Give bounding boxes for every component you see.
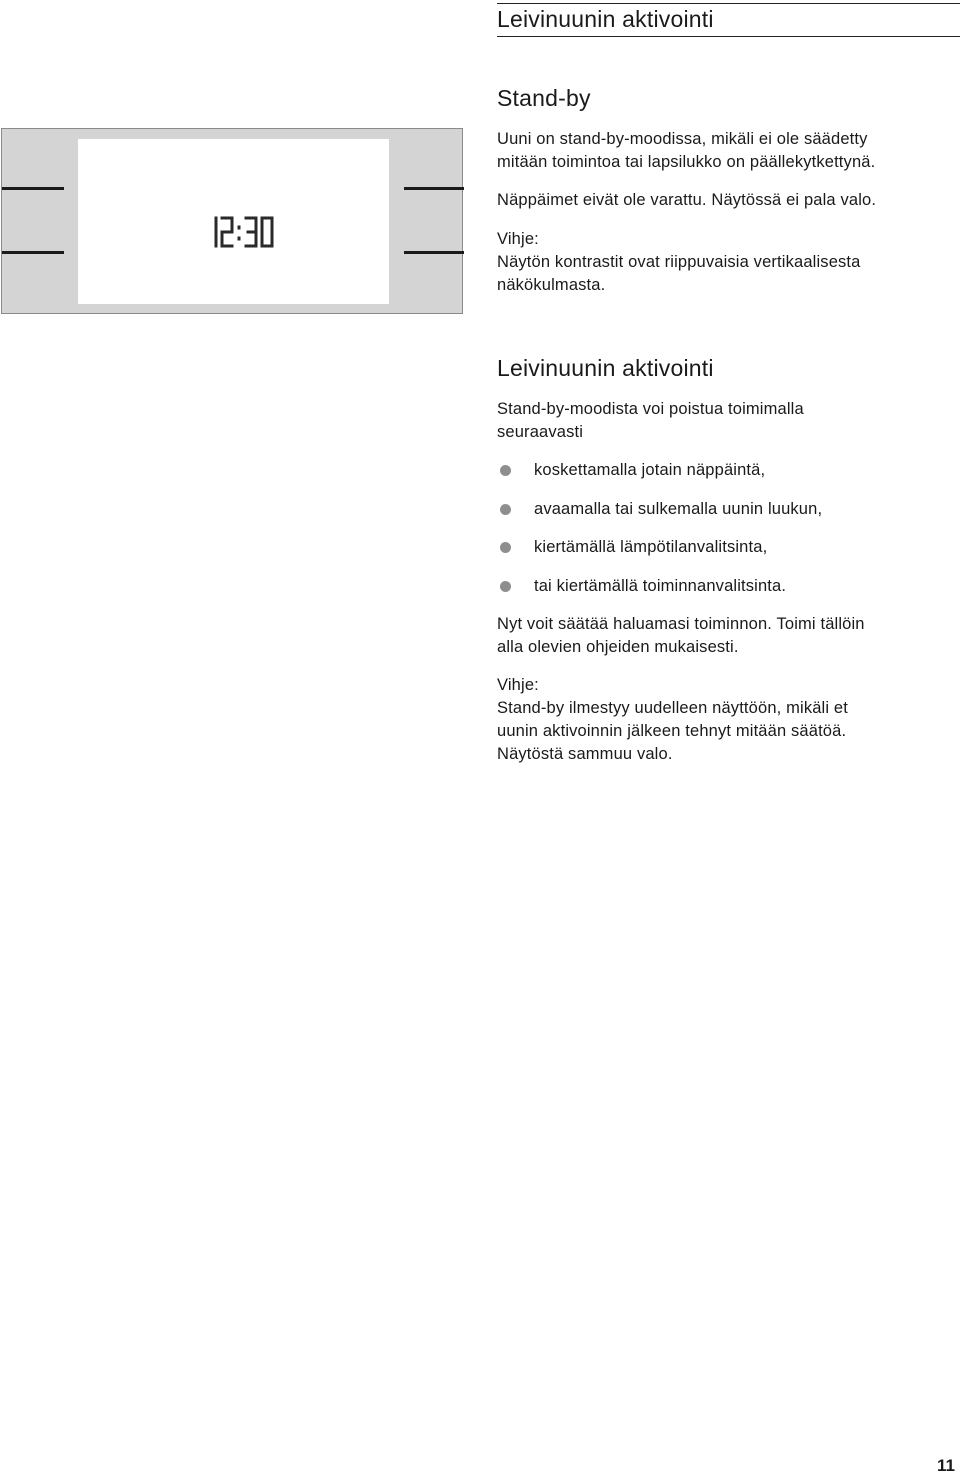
activation-outro-line2: alla olevien ohjeiden mukaisesti. [497,638,739,656]
header-rule-top [497,3,960,4]
page-number: 11 [937,1456,955,1475]
activation-tip-line1: Stand-by ilmestyy uudelleen näyttöön, mikäli et [497,699,848,717]
bullet-dot [500,504,511,515]
bullet-dot [500,465,511,476]
display-panel-illustration [1,128,463,314]
key-line-right-bottom [404,251,464,254]
bullet-item: kiertämällä lämpötilanvalitsinta, [534,538,768,556]
bullet-item: tai kiertämällä toiminnanvalitsinta. [534,577,787,595]
key-line-left-bottom [2,251,64,254]
activation-intro-line1: Stand-by-moodista voi poistua toimimalla [497,400,804,418]
clock-display [208,214,274,250]
bullet-dot [500,581,511,592]
standby-para1-line2: mitään toimintoa tai lapsilukko on päällekytkettynä. [497,153,876,171]
page-header-title: Leivinuunin aktivointi [497,6,714,32]
standby-tip-line1: Näytön kontrastit ovat riippuvaisia vertikaalisesta [497,253,861,271]
bullet-item: avaamalla tai sulkemalla uunin luukun, [534,500,823,518]
header-rule-bottom [497,36,960,37]
key-line-right-top [404,187,464,190]
activation-intro-line2: seuraavasti [497,423,584,441]
bullet-dot [500,542,511,553]
standby-para1-line1: Uuni on stand-by-moodissa, mikäli ei ole säädetty [497,130,868,148]
activation-tip-line3: Näytöstä sammuu valo. [497,745,673,763]
activation-heading: Leivinuunin aktivointi [497,355,714,381]
key-line-left-top [2,187,64,190]
activation-outro-line1: Nyt voit säätää haluamasi toiminnon. Toimi tällöin [497,615,865,633]
standby-heading: Stand-by [497,85,591,111]
standby-para2: Näppäimet eivät ole varattu. Näytössä ei pala valo. [497,191,877,209]
standby-tip-line2: näkökulmasta. [497,276,606,294]
display-screen [78,139,389,304]
bullet-item: koskettamalla jotain näppäintä, [534,461,766,479]
activation-tip-label: Vihje: [497,676,539,694]
activation-tip-line2: uunin aktivoinnin jälkeen tehnyt mitään säätöä. [497,722,847,740]
standby-tip-label: Vihje: [497,230,539,248]
